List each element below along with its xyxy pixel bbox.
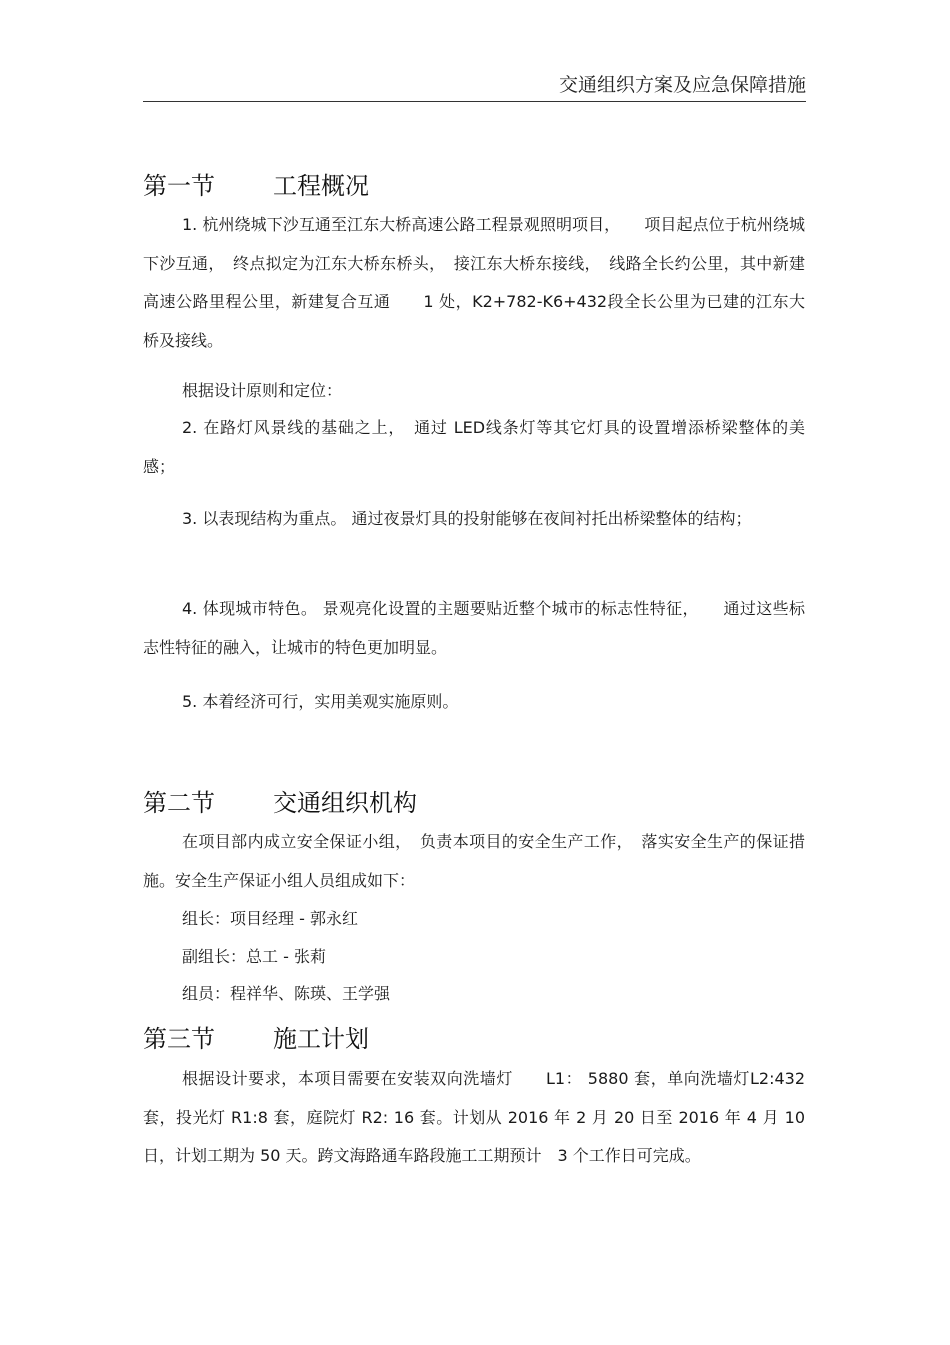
section-1-paragraph-6: 5. 本着经济可行，实用美观实施原则。 (182, 692, 459, 711)
section-1-paragraph-1: 1. 杭州绕城下沙互通至江东大桥高速公路工程景观照明项目， 项目起点位于杭州绕城下沙互通， 终点拟定为江东大桥东桥头， 接江东大桥东接线， 线路全长约公里，其中新建高速公路里程公里，新建复合互通 1 处，K2+782-K6+432段全长公里为已建的江东大桥及接线。 (143, 215, 805, 350)
section-1-paragraph-5: 4. 体现城市特色。 景观亮化设置的主题要贴近整个城市的标志性特征， 通过这些标志性特征的融入，让城市的特色更加明显。 (143, 599, 805, 657)
section-1-number: 第一节 (143, 172, 215, 200)
section-1-paragraph-3: 2. 在路灯风景线的基础之上， 通过 LED线条灯等其它灯具的设置增添桥梁整体的美感； (143, 418, 805, 476)
header-rule (143, 101, 806, 102)
section-1-paragraph-2: 根据设计原则和定位： (182, 381, 343, 400)
team-leader-line: 组长：项目经理 - 郭永红 (182, 909, 358, 928)
section-3-heading (143, 1019, 369, 1054)
section-3-number: 第三节 (143, 1025, 215, 1053)
page-header-title: 交通组织方案及应急保障措施 (558, 74, 806, 96)
section-3-paragraph-1: 根据设计要求，本项目需要在安装双向洗墙灯 L1： 5880 套，单向洗墙灯L2:432 套，投光灯 R1:8 套，庭院灯 R2: 16 套。计划从 2016 年 2 月 20 日至 2016 年 4 月 10 日，计划工期为 50 天。跨文海路通车路段施工工期预计 3 个工作日可完成。 (143, 1069, 805, 1165)
section-2-number: 第二节 (143, 789, 215, 817)
deputy-leader-line: 副组长：总工 - 张莉 (182, 947, 326, 966)
section-1-title: 工程概况 (273, 172, 369, 200)
team-members-line: 组员：程祥华、陈瑛、王学强 (182, 984, 391, 1003)
section-1-paragraph-4: 3. 以表现结构为重点。 通过夜景灯具的投射能够在夜间衬托出桥梁整体的结构； (182, 509, 752, 528)
section-2-paragraph-1: 在项目部内成立安全保证小组， 负责本项目的安全生产工作， 落实安全生产的保证措施。安全生产保证小组人员组成如下： (143, 832, 805, 890)
section-3-title: 施工计划 (273, 1025, 369, 1053)
section-2-heading (143, 783, 417, 818)
section-2-title: 交通组织机构 (273, 789, 417, 817)
section-1-heading (143, 166, 369, 201)
